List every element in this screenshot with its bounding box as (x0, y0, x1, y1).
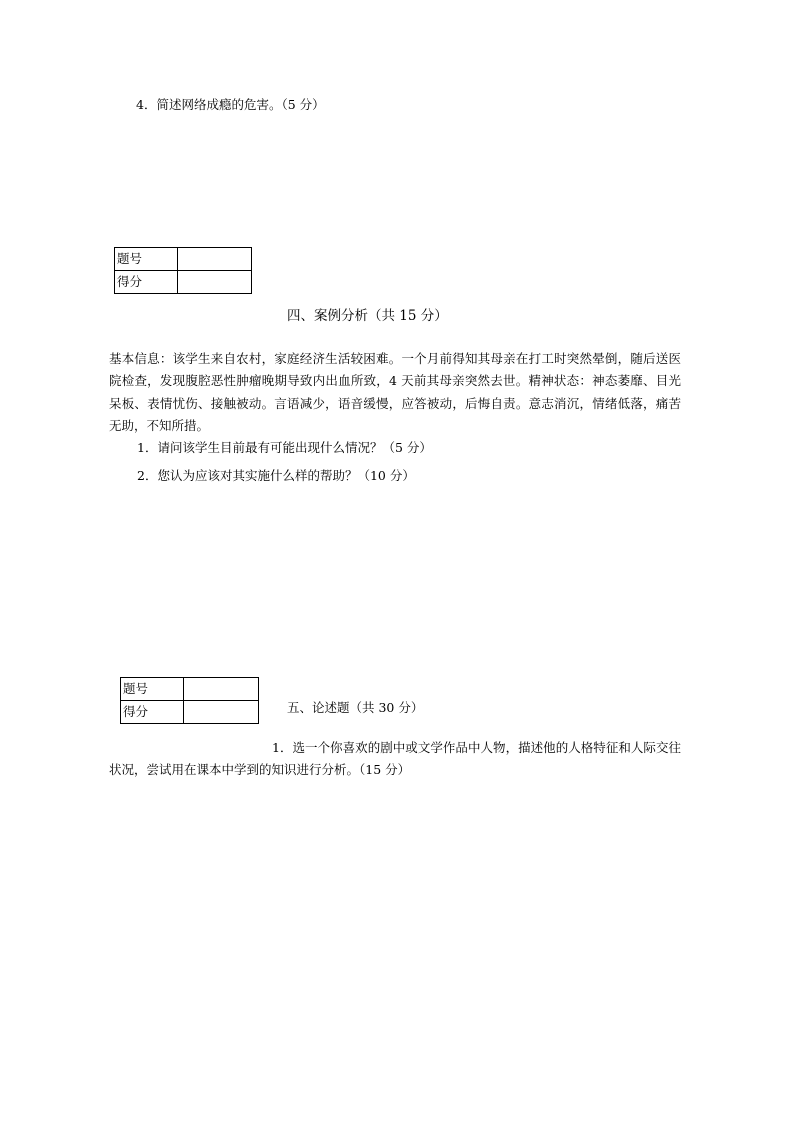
score-table-1-question-number-cell[interactable] (178, 248, 252, 271)
score-table-2-question-number-label: 题号 (121, 678, 184, 701)
section-4-question-1: 1．请问该学生目前最有可能出现什么情况？（5 分） (137, 440, 432, 455)
score-table-2-question-number-cell[interactable] (184, 678, 259, 701)
section-5-title: 五、论述题（共 30 分） (287, 700, 424, 715)
section-4-question-2: 2．您认为应该对其实施什么样的帮助？（10 分） (137, 468, 415, 483)
score-table-1-score-label: 得分 (115, 271, 178, 294)
score-table-1-question-number-label: 题号 (115, 248, 178, 271)
question-4: 4．简述网络成瘾的危害。（5 分） (136, 97, 325, 112)
section-5-question-1: 1．选一个你喜欢的剧中或文学作品中人物，描述他的人格特征和人际交往状况，尝试用在课本中学到的知识进行分析。（15 分） (109, 740, 681, 778)
score-table-2-score-label: 得分 (121, 701, 184, 724)
score-table-2-score-cell[interactable] (184, 701, 259, 724)
score-table-2 (120, 677, 259, 724)
score-table-1-score-cell[interactable] (178, 271, 252, 294)
score-table-1 (114, 247, 252, 294)
section-4-title: 四、案例分析（共 15 分） (287, 308, 448, 324)
case-text: 基本信息：该学生来自农村，家庭经济生活较困难。一个月前得知其母亲在打工时突然晕倒，随后送医院检查，发现腹腔恶性肿瘤晚期导致内出血所致，4 天前其母亲突然去世。精神状态：神态萎靡、目光呆板、表情忧伤、接触被动。言语减少，语音缓慢，应答被动，后悔自责。意志消沉，情绪低落，痛苦无助，不知所措。 (109, 351, 681, 433)
